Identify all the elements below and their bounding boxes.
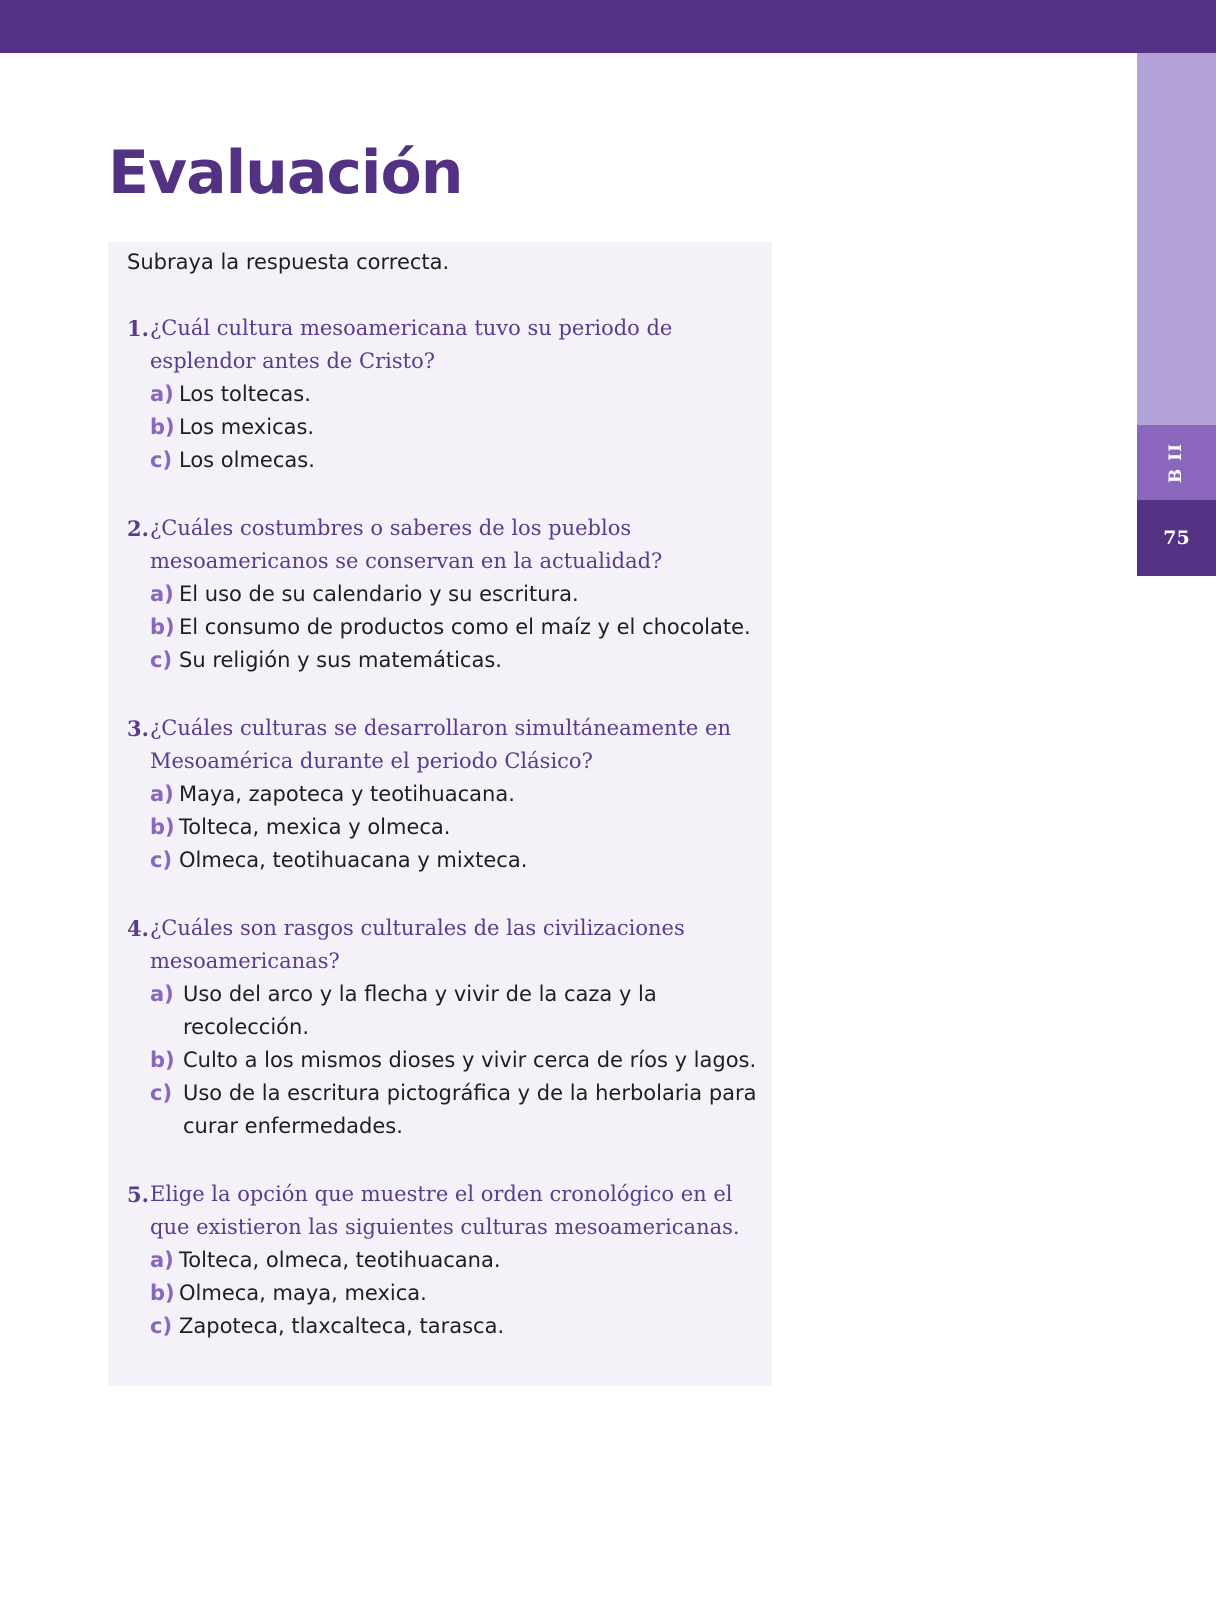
question-prompt: Elige la opción que muestre el orden cronológico en el que existieron las siguientes culturas mesoamericanas.: [150, 1182, 740, 1239]
option-letter: c): [150, 1081, 173, 1105]
answer-option[interactable]: [127, 411, 767, 444]
answer-option[interactable]: [127, 1277, 767, 1310]
answer-option[interactable]: [127, 811, 767, 844]
option-letter: c): [150, 848, 173, 872]
question-5: [127, 1178, 767, 1343]
option-letter: b): [150, 615, 175, 639]
answer-option[interactable]: [127, 1044, 767, 1077]
answer-option[interactable]: [127, 444, 767, 477]
page-number: 75: [1137, 500, 1216, 576]
top-color-bar: [0, 0, 1216, 53]
option-text: Olmeca, maya, mexica.: [179, 1281, 427, 1305]
option-text: Tolteca, olmeca, teotihuacana.: [179, 1248, 501, 1272]
option-letter: a): [150, 782, 174, 806]
question-text: [127, 512, 767, 578]
answer-option[interactable]: [127, 378, 767, 411]
option-text: Los olmecas.: [179, 448, 315, 472]
option-text: Tolteca, mexica y olmeca.: [179, 815, 451, 839]
answer-option[interactable]: [127, 644, 767, 677]
question-1: [127, 312, 767, 477]
answer-options: [127, 1244, 767, 1343]
option-text: Su religión y sus matemáticas.: [179, 648, 502, 672]
option-text: El uso de su calendario y su escritura.: [179, 582, 579, 606]
option-text: Uso del arco y la flecha y vivir de la caza y la recolección.: [183, 982, 657, 1039]
option-text: Maya, zapoteca y teotihuacana.: [179, 782, 515, 806]
question-number: 2.: [127, 516, 149, 541]
option-text: Culto a los mismos dioses y vivir cerca de ríos y lagos.: [183, 1048, 757, 1072]
question-number: 4.: [127, 916, 149, 941]
option-text: Uso de la escritura pictográfica y de la herbolaria para curar enfermedades.: [183, 1081, 757, 1138]
question-prompt: ¿Cuáles son rasgos culturales de las civilizaciones mesoamericanas?: [150, 916, 685, 973]
answer-option[interactable]: [127, 778, 767, 811]
option-text: Zapoteca, tlaxcalteca, tarasca.: [179, 1314, 505, 1338]
block-label: B II: [1166, 442, 1187, 483]
option-letter: a): [150, 1248, 174, 1272]
evaluation-box: [108, 242, 772, 1386]
answer-options: [127, 378, 767, 477]
question-number: 5.: [127, 1182, 149, 1207]
option-letter: b): [150, 415, 175, 439]
instruction-text: Subraya la respuesta correcta.: [127, 250, 450, 274]
question-2: [127, 512, 767, 677]
question-number: 1.: [127, 316, 149, 341]
answer-option[interactable]: [127, 1310, 767, 1343]
option-letter: b): [150, 815, 175, 839]
answer-option[interactable]: [127, 978, 767, 1044]
question-text: [127, 912, 767, 978]
option-letter: c): [150, 1314, 173, 1338]
answer-option[interactable]: [127, 611, 767, 644]
question-text: [127, 312, 767, 378]
side-tab-decoration: [1137, 53, 1216, 425]
question-text: [127, 712, 767, 778]
option-letter: c): [150, 648, 173, 672]
answer-options: [127, 778, 767, 877]
answer-option[interactable]: [127, 578, 767, 611]
answer-options: [127, 978, 767, 1143]
option-text: Olmeca, teotihuacana y mixteca.: [179, 848, 528, 872]
block-tab: [1137, 425, 1216, 500]
question-3: [127, 712, 767, 877]
page-title: Evaluación: [108, 138, 463, 208]
question-prompt: ¿Cuáles costumbres o saberes de los pueblos mesoamericanos se conservan en la actualidad?: [150, 516, 663, 573]
option-letter: c): [150, 448, 173, 472]
option-text: Los mexicas.: [179, 415, 315, 439]
question-prompt: ¿Cuál cultura mesoamericana tuvo su periodo de esplendor antes de Cristo?: [150, 316, 673, 373]
option-letter: a): [150, 382, 174, 406]
answer-option[interactable]: [127, 844, 767, 877]
option-letter: a): [150, 582, 174, 606]
option-letter: a): [150, 982, 174, 1006]
option-letter: b): [150, 1281, 175, 1305]
question-number: 3.: [127, 716, 149, 741]
answer-option[interactable]: [127, 1077, 767, 1143]
question-prompt: ¿Cuáles culturas se desarrollaron simultáneamente en Mesoamérica durante el periodo Clásico?: [150, 716, 731, 773]
option-text: Los toltecas.: [179, 382, 311, 406]
question-text: [127, 1178, 767, 1244]
question-4: [127, 912, 767, 1143]
option-letter: b): [150, 1048, 175, 1072]
option-text: El consumo de productos como el maíz y el chocolate.: [179, 615, 751, 639]
answer-option[interactable]: [127, 1244, 767, 1277]
answer-options: [127, 578, 767, 677]
